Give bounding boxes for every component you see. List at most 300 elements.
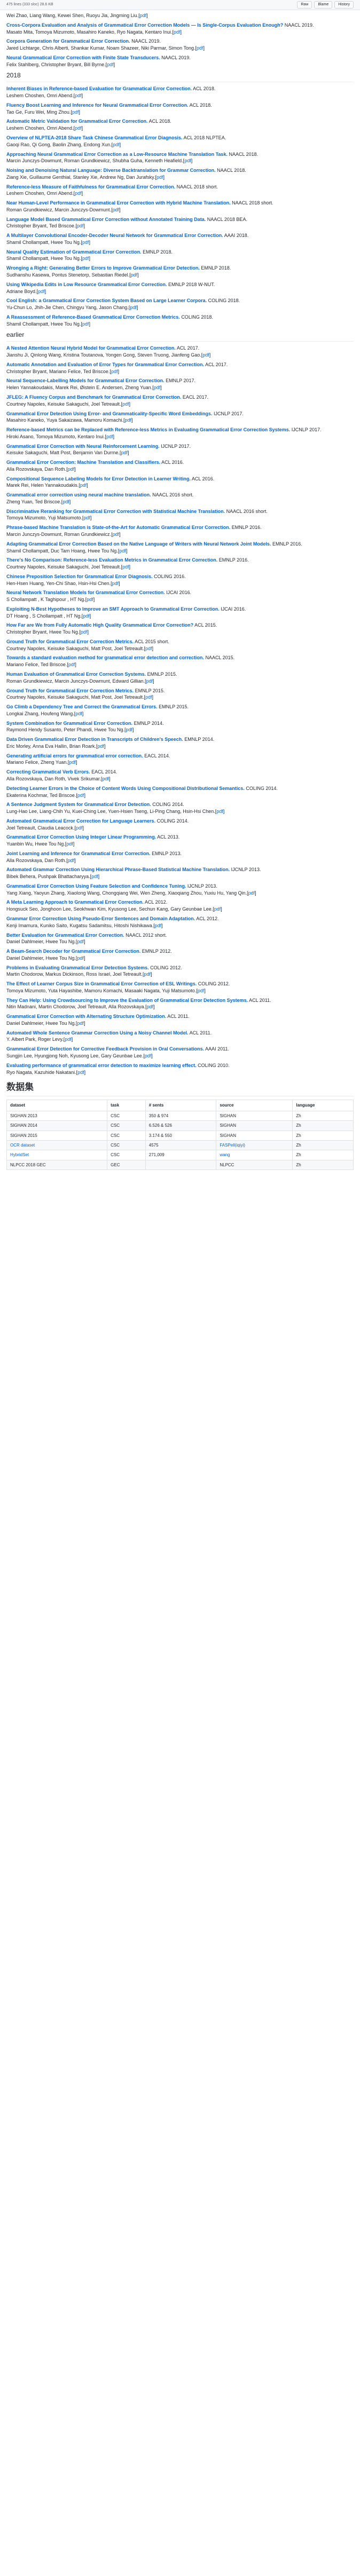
pdf-link[interactable]: pdf [126,727,132,733]
paper-entry: A Beam-Search Decoder for Grammatical Error Correction. EMNLP 2012. Daniel Dahlmeier, Hwee Tou Ng.[pdf] [6,949,172,961]
pdf-link[interactable]: pdf [124,417,131,423]
paper-authors: Shamil Chollampatt, Hwee Tou Ng. [6,239,81,245]
language-cell: Zh [293,1140,354,1150]
paper-title-link[interactable]: Corpora Generation for Grammatical Error Correction. [6,38,130,44]
paper-title-link[interactable]: Towards a standard evaluation method for grammatical error detection and correction. [6,655,204,661]
paper-entry: Grammatical Error Correction with Alternating Structure Optimization. ACL 2011. Daniel Dahlmeier, Hwee Tou Ng.[pdf] [6,1014,190,1026]
paper-venue: IJCNLP 2017. [161,443,191,449]
paper-authors: Kenji Imamura, Kuniko Saito, Kugatsu Sadamitsu, Hitoshi Nishikawa. [6,922,154,928]
paper-authors: Marcin Junczys-Dowmunt, Roman Grundkiewicz. [6,532,112,537]
paper-title-link[interactable]: Discriminative Reranking for Grammatical Error Correction with Statistical Machine Translation. [6,508,225,514]
paper-entry: Reference-based Metrics can be Replaced with Reference-less Metrics in Evaluating Grammatical Error Correction Systems. IJCNLP 2017. Hiroki Asano, Tomoya Mizumoto, Kentaro Inui.[pdf] [6,427,322,439]
paper-authors: Tao Ge, Furu Wei, Ming Zhou. [6,109,71,115]
datasets-table [6,1100,354,1170]
paper-title-link[interactable]: Human Evaluation of Grammatical Error Correction Systems. [6,671,146,677]
paper-title-link[interactable]: Overview of NLPTEA-2018 Share Task Chinese Grammatical Error Diagnosis. [6,135,183,140]
paper-entry: Cross-Corpora Evaluation and Analysis of Grammatical Error Correction Models — Is Single-Corpus Evaluation Enough? NAACL 2019. Masato Mita, Tomoya Mizumoto, Masahiro Kaneko, Ryo Nagata, Kentaro Inui.[pdf] [6,22,314,35]
language-cell: Zh [293,1121,354,1131]
paper-entry: Neural Sequence-Labelling Models for Grammatical Error Correction. EMNLP 2017. Helen Yannakoudakis, Marek Rei, Øistein E. Andersen, Zheng Yuan.[pdf] [6,378,195,391]
task-cell: CSC [107,1121,146,1131]
paper-entry: Automated Grammar Correction Using Hierarchical Phrase-Based Statistical Machine Translation. IJCNLP 2013. Bibek Behera, Pushpak Bhattacharyya.[pdf] [6,867,261,880]
datasets-heading: 数据集 [6,1081,354,1096]
dataset-cell[interactable]: OCR dataset [7,1140,107,1150]
paper-title-link[interactable]: Grammatical Error Detection Using Error- and Grammaticality-Specific Word Embeddings. [6,410,213,416]
paper-entry: They Can Help: Using Crowdsourcing to Improve the Evaluation of Grammatical Error Detection Systems. ACL 2011. Nitin Madnani, Martin Chodorow, Joel Tetreault, Alla Rozovskaya.[pdf] [6,997,271,1010]
paper-title-link[interactable]: A Meta Learning Approach to Grammatical Error Correction. [6,899,144,905]
paper-title-link[interactable]: Evaluating performance of grammatical error detection to maximize learning effect. [6,1062,197,1068]
paper-title-link[interactable]: Using Wikipedia Edits in Low Resource Grammatical Error Correction. [6,281,167,287]
paper-title-link[interactable]: Phrase-based Machine Translation is State-of-the-Art for Automatic Grammatical Error Correction. [6,525,231,531]
paper-authors: Ryo Nagata, Kazuhide Nakatani. [6,1069,76,1075]
pdf-link[interactable]: pdf [38,288,45,294]
paper-venue: NAACL 2018 short. [232,200,273,206]
paper-entry: Noising and Denoising Natural Language: Diverse Backtranslation for Grammar Correction. NAACL 2018. Ziang Xie, Guillaume Genthial, Stanley Xie, Andrew Ng, Dan Jurafsky.[pdf] [6,168,246,180]
table-header-row [7,1100,354,1111]
pdf-link[interactable]: pdf [113,141,120,147]
paper-venue: IJCAI 2016. [166,590,192,596]
pdf-link[interactable]: pdf [112,580,119,586]
paper-authors: Roman Grundkiewicz, Marcin Junczys-Dowmunt, Edward Gillian. [6,678,145,684]
paper-title-link[interactable]: Grammatical Error Correction Using Feature Selection and Confidence Tuning. [6,883,186,889]
paper-venue: NAACL 2018 short. [176,184,218,189]
pdf-link[interactable]: pdf [87,597,93,603]
paper-authors: Eric Morley, Anna Eva Hallin, Brian Roark. [6,743,96,749]
paper-authors: Alla Rozovskaya, Dan Roth, Vivek Srikumar. [6,776,101,781]
blame-button[interactable]: Blame [314,1,332,9]
paper-title-link[interactable]: Compositional Sequence Labeling Models for Error Detection in Learner Writing. [6,476,191,481]
pdf-link[interactable]: pdf [139,13,147,18]
paper-title-link[interactable]: Automatic Annotation and Evaluation of Error Types for Grammatical Error Correction. [6,361,205,367]
paper-authors: Yang Xiang, Yaoyun Zhang, Xiaolong Wang, Chongqiang Wei, Wen Zheng, Xiaoqiang Zhou, Yuxiu Hu, Yang Qin. [6,890,247,896]
paper-title-link[interactable]: Ground Truth for Grammatical Error Correction Metrics. [6,688,134,693]
pdf-link[interactable]: pdf [145,694,152,700]
pdf-link[interactable]: pdf [146,1004,153,1010]
paper-authors: Hiroki Asano, Tomoya Mizumoto, Kentaro Inui. [6,433,105,439]
paper-list-2018 [6,85,354,327]
task-cell: CSC [107,1140,146,1150]
paper-authors: Jianshu Ji, Qinlong Wang, Kristina Toutanova, Yongen Gong, Steven Truong, Jianfeng Gao. [6,352,201,358]
paper-title-link[interactable]: Grammar Error Correction Using Pseudo-Error Sentences and Domain Adaptation. [6,915,195,921]
paper-entry: There's No Comparison: Reference-less Evaluation Metrics in Grammatical Error Correction. EMNLP 2016. Courtney Napoles, Keisuke Sakaguchi, Joel Tetreault.[pdf] [6,557,249,570]
col-task: task [107,1100,146,1111]
paper-authors: Marek Rei, Helen Yannakoudakis. [6,483,79,488]
pdf-link[interactable]: pdf [91,874,98,880]
paper-entry: Automated Grammatical Error Correction for Language Learners. COLING 2014. Joel Tetreault, Claudia Leacock.[pdf] [6,818,189,831]
paper-title-link[interactable]: Joint Learning and Inference for Grammatical Error Correction. [6,850,151,856]
pdf-link[interactable]: pdf [72,109,79,115]
paper-authors: Leshem Choshen, Omri Abend. [6,125,74,131]
paper-venue: EMNLP 2013. [152,850,182,856]
pdf-link[interactable]: pdf [145,645,152,651]
paper-entry: Grammatical Error Correction with Neural Reinforcement Learning. IJCNLP 2017. Keisuke Sakaguchi, Matt Post, Benjamin Van Durme.[pdf] [6,443,191,456]
pdf-link[interactable]: pdf [67,857,75,863]
pdf-link[interactable]: pdf [156,174,163,180]
pdf-link[interactable]: pdf [77,939,84,945]
paper-title-link[interactable]: Automated Whole Sentence Grammar Correction Using a Noisy Channel Model. [6,1030,189,1036]
pdf-link[interactable]: pdf [77,792,84,798]
task-cell: CSC [107,1150,146,1160]
paper-authors: Gaoqi Rao, Qi Gong, Baolin Zhang, Endong Xun. [6,141,112,147]
paper-entry: Ground Truth for Grammatical Error Correction Metrics. EMNLP 2015. Courtney Napoles, Keisuke Sakaguchi, Matt Post, Joel Tetreault.[pdf] [6,688,165,700]
paper-entry: Grammar Error Correction Using Pseudo-Error Sentences and Domain Adaptation. ACL 2012. Kenji Imamura, Kuniko Saito, Kugatsu Sadamitsu, Hitoshi Nishikawa.[pdf] [6,915,219,928]
pdf-link[interactable]: pdf [76,223,84,229]
paper-authors: Joel Tetreault, Claudia Leacock. [6,825,75,831]
paper-title-link[interactable]: Grammatical Error Correction: Machine Translation and Classifiers. [6,460,161,465]
paper-title-link[interactable]: Correcting Grammatical Verb Errors. [6,769,90,775]
source-cell: NLPCC [216,1160,293,1170]
paper-entry: Grammatical error correction using neural machine translation. NAACL 2016 short. Zheng Yuan, Ted Briscoe.[pdf] [6,492,194,504]
sents-cell: 3.174 & 550 [145,1131,216,1140]
file-info: 475 lines (333 sloc) 28.6 KB [6,3,53,7]
paper-title-link[interactable]: Generating artificial errors for grammatical error correction. [6,753,143,758]
table-row [7,1160,354,1170]
paper-entry: Corpora Generation for Grammatical Error Correction. NAACL 2019. Jared Lichtarge, Chris Alberti, Shankar Kumar, Noam Shazeer, Niki Parmar, Simon Tong.[pdf] [6,38,205,51]
paper-title-link[interactable]: Chinese Preposition Selection for Grammatical Error Diagnosis. [6,573,153,579]
pdf-link[interactable]: pdf [184,158,191,164]
paper-entry: JFLEG: A Fluency Corpus and Benchmark for Grammatical Error Correction. EACL 2017. Courtney Napoles, Keisuke Sakaguchi, Joel Tetreault.[pdf] [6,394,209,407]
pdf-link[interactable]: pdf [130,305,137,311]
table-row [7,1150,354,1160]
pdf-link[interactable]: pdf [66,841,73,847]
pdf-link[interactable]: pdf [248,890,255,896]
pdf-link[interactable]: pdf [83,515,90,521]
paper-entry: Grammatical Error Detection Using Error- and Grammaticality-Specific Word Embeddings. IJCNLP 2017. Masahiro Kaneko, Yuya Sakaizawa, Mamoru Komachi.[pdf] [6,410,244,423]
paper-authors: Mariano Felice, Ted Briscoe. [6,662,67,668]
paper-entry: Correcting Grammatical Verb Errors. EACL 2014. Alla Rozovskaya, Dan Roth, Vivek Srikumar.[pdf] [6,769,118,781]
paper-entry: Fluency Boost Learning and Inference for Neural Grammatical Error Correction. ACL 2018. Tao Ge, Furu Wei, Ming Zhou.[pdf] [6,102,212,115]
paper-entry: Problems in Evaluating Grammatical Error Detection Systems. COLING 2012. Martin Chodorow, Markus Dickinson, Ross Israel, Joel Tetreault.[pdf] [6,965,182,977]
paper-venue: ACL 2012. [144,899,168,905]
paper-title-link[interactable]: Problems in Evaluating Grammatical Error Detection Systems. [6,965,149,970]
pdf-link[interactable]: pdf [202,352,209,358]
paper-authors: Daniel Dahlmeier, Hwee Tou Ng. [6,955,76,961]
paper-entry: Overview of NLPTEA-2018 Share Task Chinese Grammatical Error Diagnosis. ACL 2018 NLPTEA. Gaoqi Rao, Qi Gong, Baolin Zhang, Endong Xun.[pdf] [6,135,226,147]
paper-entry: Ground Truth for Grammatical Error Correction Metrics. ACL 2015 short. Courtney Napoles, Keisuke Sakaguchi, Matt Post, Joel Tetreault.[pdf] [6,638,169,651]
paper-venue: ACL 2016. [161,460,184,465]
paper-venue: COLING 2012. [198,981,230,987]
paper-venue: AAAI 2018. [224,233,249,239]
pdf-link[interactable]: pdf [75,191,82,196]
paper-title-link[interactable]: Neural Grammatical Error Correction with Finite State Transducers. [6,54,160,60]
paper-entry: How Far are We from Fully Automatic High Quality Grammatical Error Correction? ACL 2015. Christopher Bryant, Hwee Tou Ng.[pdf] [6,622,217,635]
paper-authors: Leshem Choshen, Omri Abend. [6,191,74,196]
paper-entry: Approaching Neural Grammatical Error Correction as a Low-Resource Machine Translation Task. NAACL 2018. Marcin Junczys-Dowmunt, Roman Grundkiewicz, Shubha Guha, Kenneth Heafield.[pdf] [6,151,259,164]
sents-cell: 4575 [145,1140,216,1150]
pdf-link[interactable]: pdf [122,401,129,407]
paper-entry: Using Wikipedia Edits in Low Resource Grammatical Error Correction. EMNLP 2018 W-NUT. Adriane Boyd.[pdf] [6,281,215,294]
paper-venue: EMNLP 2018. [143,249,173,255]
pdf-link[interactable]: pdf [197,45,204,51]
source-cell[interactable]: wang [216,1150,293,1160]
pdf-link[interactable]: pdf [112,207,120,212]
paper-entry: The Effect of Learner Corpus Size in Grammatical Error Correction of ESL Writings. COLING 2012. Tomoya Mizumoto, Yuta Hayashibe, Mamoru Komachi, Masaaki Nagata, Yuji Matsumoto.[pdf] [6,981,230,993]
paper-title-link[interactable]: They Can Help: Using Crowdsourcing to Improve the Evaluation of Grammatical Error Detection Systems. [6,997,248,1003]
paper-title-link[interactable]: Grammatical Error Correction with Neural Reinforcement Learning. [6,443,160,449]
paper-venue: ACL 2017. [176,345,200,351]
paper-authors: Ziang Xie, Guillaume Genthial, Stanley Xie, Andrew Ng, Dan Jurafsky. [6,174,155,180]
paper-entry: A Reassessment of Reference-Based Grammatical Error Correction Metrics. COLING 2018. Shamil Chollampatt, Hwee Tou Ng.[pdf] [6,314,213,327]
paper-title-link[interactable]: There's No Comparison: Reference-less Evaluation Metrics in Grammatical Error Correction. [6,557,218,563]
paper-entry: Evaluating performance of grammatical error detection to maximize learning effect. COLING 2010. Ryo Nagata, Kazuhide Nakatani.[pdf] [6,1062,230,1075]
paper-title-link[interactable]: Noising and Denoising Natural Language: Diverse Backtranslation for Grammar Correction. [6,168,216,173]
paper-entry: A Multilayer Convolutional Encoder-Decoder Neural Network for Grammatical Error Correction. AAAI 2018. Shamil Chollampatt, Hwee Tou Ng.[pdf] [6,233,249,245]
paper-authors: Roman Grundkiewicz, Marcin Junczys-Dowmunt. [6,207,112,212]
paper-entry: Adapting Grammatical Error Correction Based on the Native Language of Writers with Neural Network Joint Models. EMNLP 2016. Shamil Chollampatt, Duc Tam Hoang, Hwee Tou Ng.[pdf] [6,541,302,554]
pdf-link[interactable]: pdf [75,710,82,716]
paper-authors: Alla Rozovskaya, Dan Roth. [6,857,67,863]
paper-title-link[interactable]: JFLEG: A Fluency Corpus and Benchmark for Grammatical Error Correction. [6,394,182,400]
paper-venue: COLING 2012. [150,965,182,970]
pdf-link[interactable]: pdf [82,239,89,245]
paper-authors: Nitin Madnani, Martin Chodorow, Joel Tetreault, Alla Rozovskaya. [6,1004,145,1010]
pdf-link[interactable]: pdf [75,825,83,831]
pdf-link[interactable]: pdf [154,922,162,928]
paper-authors: Helen Yannakoudakis, Marek Rei, Øistein E. Andersen, Zheng Yuan. [6,385,153,391]
paper-venue: NAACL 2015. [205,655,235,661]
pdf-link[interactable]: pdf [65,1037,72,1042]
pdf-link[interactable]: pdf [67,466,75,472]
pdf-link[interactable]: pdf [82,256,89,262]
paper-authors: Zheng Yuan, Ted Briscoe. [6,499,61,504]
raw-button[interactable]: Raw [297,1,312,9]
pdf-link[interactable]: pdf [112,532,120,537]
paper-title-link[interactable]: Language Model Based Grammatical Error Correction without Annotated Training Data. [6,216,206,222]
paper-authors: Lung-Hao Lee, Liang-Chih Yu, Kuei-Ching Lee, Yuen-Hsien Tseng, Li-Ping Chang, Hsin-Hsi Chen. [6,809,215,815]
paper-authors: Shamil Chollampatt, Hwee Tou Ng. [6,321,81,327]
paper-title-link[interactable]: Go Climb a Dependency Tree and Correct the Grammatical Errors. [6,704,158,710]
paper-entry: Neural Quality Estimation of Grammatical Error Correction. EMNLP 2018. Shamil Chollampatt, Hwee Tou Ng.[pdf] [6,249,173,262]
pdf-link[interactable]: pdf [216,809,223,815]
language-cell: Zh [293,1150,354,1160]
table-row [7,1111,354,1120]
paper-title-link[interactable]: Reference-based Metrics can be Replaced with Reference-less Metrics in Evaluating Grammatical Error Correction Systems. [6,427,291,433]
pdf-link[interactable]: pdf [153,385,161,391]
paper-venue: NAACL 2016 short. [226,508,268,514]
source-cell: SIGHAN [216,1111,293,1120]
pdf-link[interactable]: pdf [62,499,69,504]
paper-authors: Daniel Dahlmeier, Hwee Tou Ng. [6,1020,76,1026]
paper-title-link[interactable]: Inherent Biases in Reference-based Evaluation for Grammatical Error Correction. [6,86,192,92]
paper-title-link[interactable]: Cross-Corpora Evaluation and Analysis of Grammatical Error Correction Models — Is Single-Corpus Evaluation Enough? [6,22,284,28]
paper-title-link[interactable]: A Sentence Judgment System for Grammatical Error Detection. [6,802,151,808]
paper-title-link[interactable]: How Far are We from Fully Automatic High Quality Grammatical Error Correction? [6,622,194,628]
paper-authors: Martin Chodorow, Markus Dickinson, Ross Israel, Joel Tetreault. [6,971,143,977]
paper-entry: Detecting Learner Errors in the Choice of Content Words Using Compositional Distributional Semantics. COLING 2014. Ekaterina Kochmar, Ted Briscoe.[pdf] [6,785,278,798]
paper-authors: Alla Rozovskaya, Dan Roth. [6,466,67,472]
paper-title-link[interactable]: Ground Truth for Grammatical Error Correction Metrics. [6,638,134,644]
paper-authors: Bibek Behera, Pushpak Bhattacharyya. [6,874,90,880]
paper-authors: Courtney Napoles, Keisuke Sakaguchi, Matt Post, Joel Tetreault. [6,694,144,700]
table-row [7,1121,354,1131]
pdf-link[interactable]: pdf [75,93,82,99]
paper-title-link[interactable]: Automated Grammar Correction Using Hierarchical Phrase-Based Statistical Machine Translation. [6,867,230,873]
paper-title-link[interactable]: Wronging a Right: Generating Better Errors to Improve Grammatical Error Detection. [6,265,200,271]
pdf-link[interactable]: pdf [146,678,153,684]
paper-venue: NAACL 2018. [229,151,259,157]
paper-title-link[interactable]: Approaching Neural Grammatical Error Correction as a Low-Resource Machine Translation Task. [6,151,228,157]
paper-authors: Courtney Napoles, Keisuke Sakaguchi, Matt Post, Joel Tetreault. [6,645,144,651]
pdf-link[interactable]: pdf [82,321,89,327]
paper-authors: Christopher Bryant, Ted Briscoe. [6,223,76,229]
paper-entry: Neural Network Translation Models for Grammatical Error Correction. IJCAI 2016. S Chollampatt , K Taghipour , HT Ng.[pdf] [6,590,192,603]
paper-authors: Daniel Dahlmeier, Hwee Tou Ng. [6,939,76,945]
paper-venue: ACL 2018. [148,118,171,124]
paper-title-link[interactable]: A Nested Attention Neural Hybrid Model for Grammatical Error Correction. [6,345,176,351]
paper-entry: Wei Zhao, Liang Wang, Kewei Shen, Ruoyu Jia, Jingming Liu.[pdf] [6,13,148,18]
col-dataset: dataset [7,1100,107,1111]
paper-title-link[interactable]: Better Evaluation for Grammatical Error Correction. [6,932,124,938]
paper-venue: COLING 2018. [208,298,240,304]
paper-authors: Masahiro Kaneko, Yuya Sakaizawa, Mamoru Komachi. [6,417,123,423]
paper-entry: Near Human-Level Performance in Grammatical Error Correction with Hybrid Machine Translation. NAACL 2018 short. Roman Grundkiewicz, Marcin Junczys-Dowmunt.[pdf] [6,200,273,212]
paper-venue: COLING 2014. [246,785,278,791]
table-row [7,1140,354,1150]
pdf-link[interactable]: pdf [77,1069,84,1075]
pdf-link[interactable]: pdf [77,955,84,961]
paper-venue: EMNLP 2014. [184,737,215,742]
paper-title-link[interactable]: Reference-less Measure of Faithfulness for Grammatical Error Correction. [6,184,176,189]
paper-entry: Language Model Based Grammatical Error Correction without Annotated Training Data. NAACL 2018 BEA. Christopher Bryant, Ted Briscoe.[pdf] [6,216,247,229]
paper-title-link[interactable]: Cool English: a Grammatical Error Correction System Based on Large Learner Corpora. [6,298,207,304]
paper-title-link[interactable]: Data Driven Grammatical Error Detection in Transcripts of Children's Speech. [6,737,183,742]
pdf-link[interactable]: pdf [121,450,128,456]
pdf-link[interactable]: pdf [80,629,88,635]
paper-title-link[interactable]: The Effect of Learner Corpus Size in Grammatical Error Correction of ESL Writings. [6,981,197,987]
paper-title-link[interactable]: A Multilayer Convolutional Encoder-Decoder Neural Network for Grammatical Error Correction. [6,233,223,239]
paper-title-link[interactable]: Neural Quality Estimation of Grammatical Error Correction. [6,249,142,255]
paper-list-2019 [6,12,354,68]
paper-authors: Adriane Boyd. [6,288,37,294]
paper-title-link[interactable]: Neural Network Translation Models for Grammatical Error Correction. [6,590,165,596]
pdf-link[interactable]: pdf [119,548,126,554]
paper-entry: Human Evaluation of Grammatical Error Correction Systems. EMNLP 2015. Roman Grundkiewicz, Marcin Junczys-Dowmunt, Edward Gillian.[pdf] [6,671,177,684]
file-toolbar [0,0,360,10]
pdf-link[interactable]: pdf [214,906,221,912]
paper-title-link[interactable]: Adapting Grammatical Error Correction Based on the Native Language of Writers with Neural Network Joint Models. [6,541,271,547]
paper-authors: Tomoya Mizumoto, Yuji Matsumoto. [6,515,82,521]
paper-venue: EMNLP 2018 W-NUT. [168,281,215,287]
paper-venue: NAACL 2012 short. [126,932,167,938]
paper-venue: ACL 2016. [191,476,215,481]
paper-title-link[interactable]: Grammatical Error Detection for Corrective Feedback Provision in Oral Conversations. [6,1046,205,1052]
paper-venue: ACL 2011. [189,1030,212,1036]
paper-venue: IJCAI 2016. [221,606,246,612]
readme-content [0,10,360,1170]
paper-venue: NAACL 2018. [217,168,246,173]
paper-venue: ACL 2015. [194,622,217,628]
pdf-link[interactable]: pdf [83,613,90,619]
paper-authors: Courtney Napoles, Keisuke Sakaguchi, Joel Tetreault. [6,401,121,407]
pdf-link[interactable]: pdf [122,564,129,570]
paper-entry: Reference-less Measure of Faithfulness for Grammatical Error Correction. NAACL 2018 short. Leshem Choshen, Omri Abend.[pdf] [6,184,218,196]
paper-venue: ACL 2015 short. [135,638,169,644]
paper-title-link[interactable]: Fluency Boost Learning and Inference for Neural Grammatical Error Correction. [6,102,189,108]
pdf-link[interactable]: pdf [130,272,138,278]
pdf-link[interactable]: pdf [111,368,118,374]
paper-entry: Towards a standard evaluation method for grammatical error detection and correction. NAACL 2015. Mariano Felice, Ted Briscoe.[pdf] [6,655,235,668]
task-cell: CSC [107,1111,146,1120]
paper-venue: EMNLP 2016. [231,525,262,531]
paper-entry: Cool English: a Grammatical Error Correction System Based on Large Learner Corpora. COLING 2018. Yu-Chun Lo, Jhih-Jie Chen, Chingyu Yang, Jason Chang.[pdf] [6,298,240,311]
paper-entry: Compositional Sequence Labeling Models for Error Detection in Learner Writing. ACL 2016. Marek Rei, Helen Yannakoudakis.[pdf] [6,476,215,488]
paper-authors: DT Hoang , S Chollampatt , HT Ng. [6,613,82,619]
paper-authors: Ekaterina Kochmar, Ted Briscoe. [6,792,76,798]
pdf-link[interactable]: pdf [69,760,76,765]
paper-venue: EMNLP 2015. [159,704,189,710]
paper-authors: Felix Stahlberg, Christopher Bryant, Bill Byrne. [6,61,106,67]
paper-title-link[interactable]: Grammatical Error Correction Using Integer Linear Programming. [6,834,156,840]
paper-venue: EMNLP 2016. [272,541,302,547]
paper-title-link[interactable]: System Combination for Grammatical Error Correction. [6,720,133,726]
pdf-link[interactable]: pdf [68,662,75,668]
paper-venue: ACL 2018. [189,102,212,108]
paper-venue: EMNLP 2015. [147,671,177,677]
paper-entry: Better Evaluation for Grammatical Error Correction. NAACL 2012 short. Daniel Dahlmeier, Hwee Tou Ng.[pdf] [6,932,167,945]
language-cell: Zh [293,1160,354,1170]
pdf-link[interactable]: pdf [144,1053,152,1058]
paper-venue: NAACL 2016 short. [152,492,194,498]
paper-title-link[interactable]: Automatic Metric Validation for Grammatical Error Correction. [6,118,148,124]
source-cell: SIGHAN [216,1121,293,1131]
pdf-link[interactable]: pdf [75,125,82,131]
paper-venue: EMNLP 2017. [166,378,195,384]
paper-entry: Grammatical Error Correction: Machine Translation and Classifiers. ACL 2016. Alla Rozovskaya, Dan Roth.[pdf] [6,460,184,472]
paper-title-link[interactable]: Grammatical error correction using neural machine translation. [6,492,151,498]
col-source: source [216,1100,293,1111]
paper-entry: Go Climb a Dependency Tree and Correct the Grammatical Errors. EMNLP 2015. Longkai Zhang, Houfeng Wang.[pdf] [6,704,189,716]
language-cell: Zh [293,1111,354,1120]
paper-entry: Data Driven Grammatical Error Detection in Transcripts of Children's Speech. EMNLP 2014. Eric Morley, Anna Eva Hallin, Brian Roark.[pdf] [6,737,215,749]
pdf-link[interactable]: pdf [144,971,151,977]
pdf-link[interactable]: pdf [80,483,87,488]
paper-title-link[interactable]: Exploiting N-Best Hypotheses to Improve an SMT Approach to Grammatical Error Correction. [6,606,220,612]
pdf-link[interactable]: pdf [197,987,205,993]
paper-venue: AAAI 2011. [205,1046,230,1052]
pdf-link[interactable]: pdf [174,29,181,35]
pdf-link[interactable]: pdf [106,433,113,439]
pdf-link[interactable]: pdf [77,1020,84,1026]
table-row [7,1131,354,1140]
paper-authors: Y. Albert Park, Roger Levy. [6,1037,64,1042]
paper-entry: A Sentence Judgment System for Grammatical Error Detection. COLING 2014. Lung-Hao Lee, Liang-Chih Yu, Kuei-Ching Lee, Yuen-Hsien Tseng, Li-Ping Chang, Hsin-Hsi Chen.[pdf] [6,802,225,815]
paper-title-link[interactable]: Near Human-Level Performance in Grammatical Error Correction with Hybrid Machine Translation. [6,200,231,206]
paper-title-link[interactable]: Neural Sequence-Labelling Models for Grammatical Error Correction. [6,378,165,384]
dataset-cell[interactable]: HybridSet [7,1150,107,1160]
paper-entry: System Combination for Grammatical Error Correction. EMNLP 2014. Raymond Hendy Susanto, Peter Phandi, Hwee Tou Ng.[pdf] [6,720,164,733]
paper-title-link[interactable]: A Reassessment of Reference-Based Grammatical Error Correction Metrics. [6,314,180,320]
paper-entry: Grammatical Error Correction Using Feature Selection and Confidence Tuning. IJCNLP 2013. Yang Xiang, Yaoyun Zhang, Xiaolong Wang, Chongqiang Wei, Wen Zheng, Xiaoqiang Zhou, Yuxiu Hu, Yang Qin.[pdf] [6,883,256,896]
paper-authors: S Chollampatt , K Taghipour , HT Ng. [6,597,85,603]
source-cell[interactable]: FASPell(iqiyi) [216,1140,293,1150]
paper-entry: Generating artificial errors for grammatical error correction. EACL 2014. Mariano Felice, Zheng Yuan.[pdf] [6,753,170,765]
paper-venue: EMNLP 2012. [142,949,172,954]
paper-title-link[interactable]: Grammatical Error Correction with Alternating Structure Optimization. [6,1014,167,1020]
pdf-link[interactable]: pdf [107,61,114,67]
paper-title-link[interactable]: A Beam-Search Decoder for Grammatical Error Correction. [6,949,141,954]
paper-entry: Discriminative Reranking for Grammatical Error Correction with Statistical Machine Translation. NAACL 2016 short. Tomoya Mizumoto, Yuji Matsumoto.[pdf] [6,508,268,521]
history-button[interactable]: History [334,1,354,9]
paper-authors: Courtney Napoles, Keisuke Sakaguchi, Joel Tetreault. [6,564,121,570]
paper-title-link[interactable]: Detecting Learner Errors in the Choice of Content Words Using Compositional Distributional Semantics. [6,785,245,791]
sents-cell: 350 & 974 [145,1111,216,1120]
paper-title-link[interactable]: Automated Grammatical Error Correction for Language Learners. [6,818,156,824]
pdf-link[interactable]: pdf [97,743,104,749]
dataset-cell: SIGHAN 2015 [7,1131,107,1140]
paper-venue: EMNLP 2018. [201,265,231,271]
year-heading-earlier: earlier [6,330,354,342]
pdf-link[interactable]: pdf [102,776,109,781]
paper-authors: Keisuke Sakaguchi, Matt Post, Benjamin Van Durme. [6,450,120,456]
